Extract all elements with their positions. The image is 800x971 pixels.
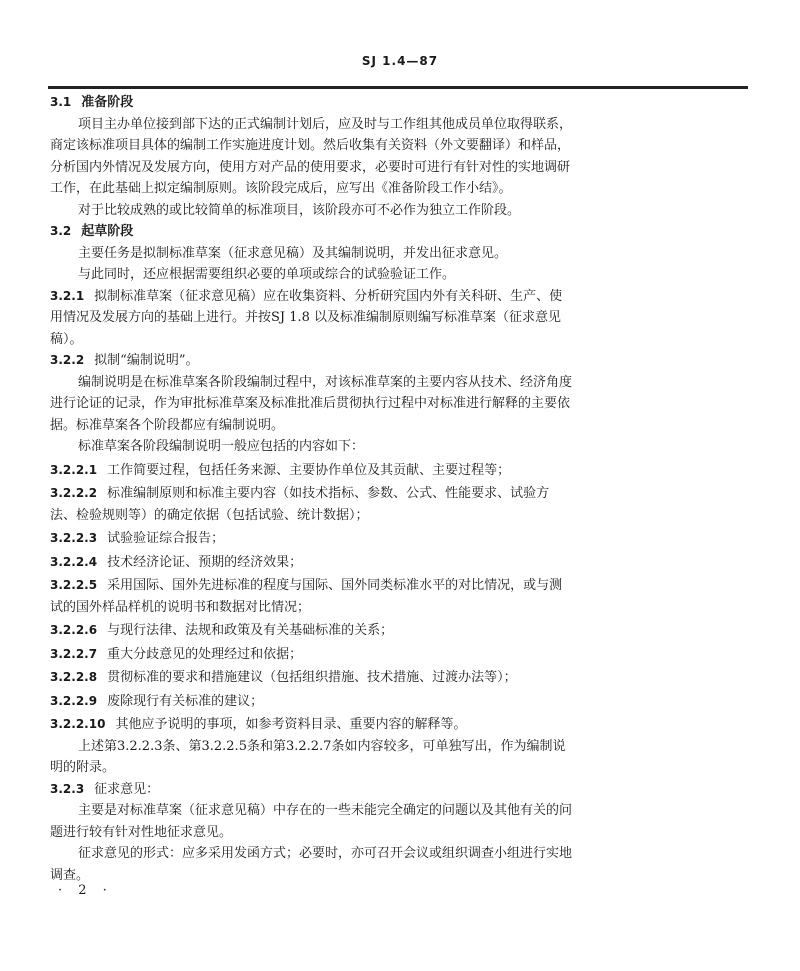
item-text: 贯彻标准的要求和措施建议（包括组织措施、技术措施、过渡办法等）； <box>107 670 517 685</box>
list-item <box>50 714 718 736</box>
clause-title: 征求意见： <box>94 781 160 797</box>
item-number: 3.2.2.1 <box>50 462 98 477</box>
paragraph-line: 商定该标准项目具体的编制工作实施进度计划。然后收集有关资料（外文要翻译）和样品， <box>50 138 571 153</box>
paragraph-line: 题进行较有针对性地征求意见。 <box>50 824 233 840</box>
paragraph-line: 上述第3.2.2.3条、第3.2.2.5条和第3.2.2.7条如内容较多，可单独写出，作为编制说 <box>78 738 566 754</box>
paragraph-line: 主要是对标准草案（征求意见稿）中存在的一些未能完全确定的问题以及其他有关的问 <box>78 803 573 818</box>
item-text: 与现行法律、法规和政策及有关基础标准的关系； <box>107 623 394 638</box>
list-item <box>50 483 718 505</box>
list-item <box>50 460 718 482</box>
item-number: 3.2.2.4 <box>50 554 98 569</box>
paragraph-line: 编制说明是在标准草案各阶段编制过程中，对该标准草案的主要内容从技术、经济角度 <box>78 374 573 390</box>
paragraph-line: 项目主办单位接到部下达的正式编制计划后，应及时与工作组其他成员单位取得联系， <box>78 116 573 132</box>
paragraph-line: 对于比较成熟的或比较简单的标准项目，该阶段亦可不必作为独立工作阶段。 <box>78 202 521 218</box>
paragraph-line: 据。标准草案各个阶段都应有编制说明。 <box>50 417 285 433</box>
item-text: 废除现行有关标准的建议； <box>107 693 264 709</box>
item-number: 3.2.2.3 <box>50 531 98 545</box>
paragraph-line: 进行论证的记录，作为审批标准草案及标准批准后贯彻执行过程中对标准进行解释的主要依 <box>50 396 571 411</box>
list-item <box>50 620 718 642</box>
paragraph-line: 主要任务是拟制标准草案（征求意见稿）及其编制说明，并发出征求意见。 <box>78 245 508 261</box>
section-heading-3-1 <box>50 92 718 114</box>
paragraph-line: 法、检验规则等）的确定依据（包括试验、统计数据）； <box>50 507 369 523</box>
clause-3-2-2 <box>50 350 718 372</box>
document-body <box>50 92 718 886</box>
list-item <box>50 575 718 597</box>
item-text: 其他应予说明的事项，如参考资料目录、重要内容的解释等。 <box>115 717 467 732</box>
list-item <box>50 644 718 666</box>
paragraph-line: 试的国外样品样机的说明书和数据对比情况； <box>50 599 311 615</box>
section-heading-3-2 <box>50 221 718 243</box>
clause-number: 3.2.1 <box>50 288 85 303</box>
paragraph-line: 用情况及发展方向的基础上进行。并按SJ 1.8 以及标准编制原则编写标准草案（征求意见 <box>50 310 562 325</box>
clause-text: 拟制标准草案（征求意见稿）应在收集资料、分析研究国内外有关科研、生产、使 <box>94 288 563 304</box>
item-text: 重大分歧意见的处理经过和依据； <box>107 646 303 662</box>
item-text: 标准编制原则和标准主要内容（如技术指标、参数、公式、性能要求、试验方 <box>107 486 550 501</box>
item-number: 3.2.2.7 <box>50 646 98 661</box>
item-number: 3.2.2.9 <box>50 693 98 708</box>
paragraph-line: 标准草案各阶段编制说明一般应包括的内容如下： <box>78 439 365 454</box>
item-text: 技术经济论证、预期的经济效果； <box>107 554 303 570</box>
item-number: 3.2.2.6 <box>50 623 98 637</box>
clause-title: 拟制“编制说明”。 <box>94 353 199 368</box>
section-number: 3.1 <box>50 95 72 109</box>
page-number: · 2 · <box>58 883 113 898</box>
item-number: 3.2.2.5 <box>50 578 98 592</box>
paragraph-line: 明的附录。 <box>50 760 116 775</box>
document-code-header: SJ 1.4—87 <box>361 54 439 68</box>
paragraph-line: 稿）。 <box>50 331 83 347</box>
item-number: 3.2.2.10 <box>50 717 106 731</box>
list-item <box>50 691 718 713</box>
header-rule <box>48 86 748 89</box>
clause-number: 3.2.3 <box>50 781 85 796</box>
clause-3-2-1 <box>50 286 718 308</box>
paragraph-line: 工作，在此基础上拟定编制原则。该阶段完成后，应写出《准备阶段工作小结》。 <box>50 181 512 196</box>
paragraph-line: 分析国内外情况及发展方向，使用方对产品的使用要求，必要时可进行有针对性的实地调研 <box>50 159 571 175</box>
paragraph-line: 与此同时，还应根据需要组织必要的单项或综合的试验验证工作。 <box>78 267 456 282</box>
item-number: 3.2.2.2 <box>50 486 98 500</box>
section-number: 3.2 <box>50 224 72 238</box>
paragraph-line: 征求意见的形式：应多采用发函方式；必要时，亦可召开会议或组织调查小组进行实地 <box>78 846 573 861</box>
item-number: 3.2.2.8 <box>50 670 98 684</box>
list-item <box>50 528 718 550</box>
section-title: 起草阶段 <box>81 224 134 239</box>
item-text: 工作简要过程，包括任务来源、主要协作单位及其贡献、主要过程等； <box>107 462 511 478</box>
clause-number: 3.2.2 <box>50 353 85 367</box>
list-item <box>50 552 718 574</box>
clause-3-2-3 <box>50 779 718 801</box>
item-text: 采用国际、国外先进标准的程度与国际、国外同类标准水平的对比情况，或与测 <box>107 578 563 593</box>
list-item <box>50 667 718 689</box>
section-title: 准备阶段 <box>81 95 134 110</box>
paragraph-line: 调查。 <box>50 867 90 883</box>
item-text: 试验验证综合报告； <box>107 531 225 546</box>
